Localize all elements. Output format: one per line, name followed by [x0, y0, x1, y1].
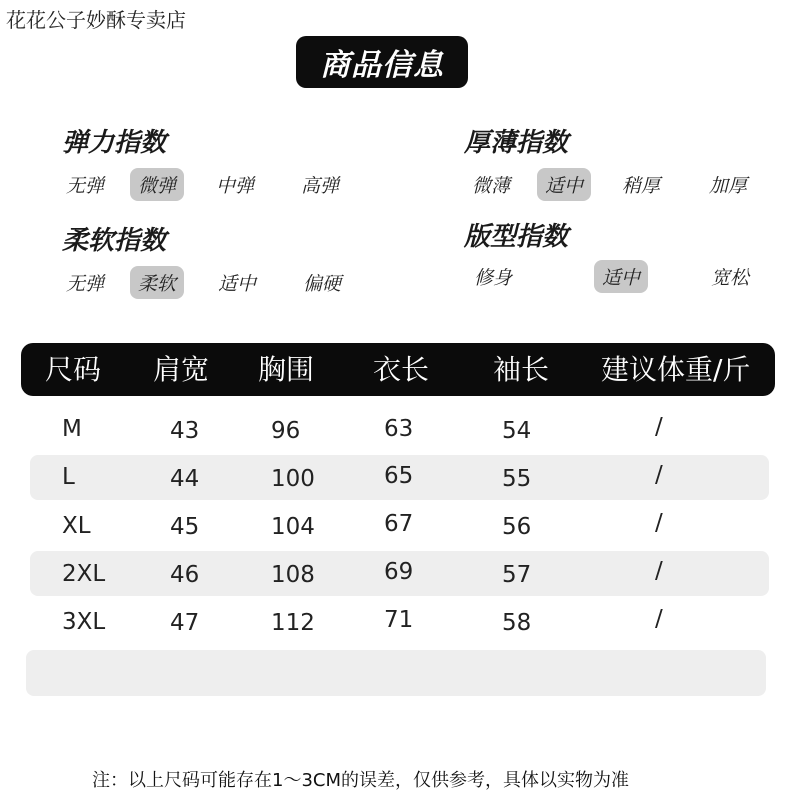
softness-index-title: 柔软指数: [62, 226, 167, 256]
thickness-index-title: 厚薄指数: [464, 128, 569, 158]
cell-chest: 112: [271, 610, 315, 636]
header-chest: 胸围: [258, 353, 315, 386]
header-size: 尺码: [45, 353, 102, 386]
elasticity-option: 中弹: [216, 175, 255, 197]
softness-option-selected: 柔软: [130, 266, 184, 299]
section-title: [296, 36, 468, 88]
cell-length: 69: [384, 559, 414, 585]
fit-option: 修身: [474, 267, 513, 289]
cell-weight: /: [655, 510, 663, 536]
table-row-stripe: [26, 650, 766, 696]
cell-shoulder: 45: [170, 514, 200, 540]
cell-chest: 104: [271, 514, 315, 540]
cell-length: 63: [384, 416, 414, 442]
cell-shoulder: 46: [170, 562, 200, 588]
fit-option-selected: 适中: [594, 260, 648, 293]
header-shoulder: 肩宽: [153, 353, 210, 386]
softness-option: 适中: [218, 273, 257, 295]
cell-weight: /: [655, 414, 663, 440]
elasticity-option: 高弹: [301, 175, 340, 197]
cell-chest: 100: [271, 466, 315, 492]
section-title-text: 商品信息: [320, 48, 444, 83]
fit-index-title: 版型指数: [464, 222, 569, 252]
cell-size: L: [62, 464, 75, 490]
cell-size: M: [62, 416, 82, 442]
cell-chest: 108: [271, 562, 315, 588]
cell-sleeve: 56: [502, 514, 532, 540]
thickness-option-selected: 适中: [537, 168, 591, 201]
cell-sleeve: 55: [502, 466, 532, 492]
cell-sleeve: 57: [502, 562, 532, 588]
cell-weight: /: [655, 606, 663, 632]
header-weight: 建议体重/斤: [601, 353, 751, 386]
elasticity-index-title: 弹力指数: [62, 128, 167, 158]
softness-option: 偏硬: [303, 273, 342, 295]
header-sleeve: 袖长: [493, 353, 550, 386]
store-name: 花花公子妙酥专卖店: [6, 8, 186, 32]
softness-option: 无弹: [66, 273, 105, 295]
thickness-option: 加厚: [709, 175, 748, 197]
fit-index: [464, 216, 784, 296]
cell-size: 3XL: [62, 609, 106, 635]
cell-sleeve: 58: [502, 610, 532, 636]
cell-size: 2XL: [62, 561, 106, 587]
elasticity-index: [62, 122, 382, 202]
cell-weight: /: [655, 558, 663, 584]
cell-length: 67: [384, 511, 414, 537]
cell-length: 71: [384, 607, 414, 633]
elasticity-option-selected: 微弹: [130, 168, 184, 201]
fit-option: 宽松: [711, 267, 750, 289]
cell-shoulder: 43: [170, 418, 200, 444]
softness-index: [62, 220, 382, 300]
cell-sleeve: 54: [502, 418, 532, 444]
elasticity-option: 无弹: [66, 175, 105, 197]
size-note: 注：以上尺码可能存在1～3CM的误差，仅供参考，具体以实物为准: [92, 770, 630, 791]
cell-shoulder: 47: [170, 610, 200, 636]
thickness-index: [464, 122, 784, 202]
cell-weight: /: [655, 462, 663, 488]
thickness-option: 微薄: [472, 175, 511, 197]
thickness-option: 稍厚: [622, 175, 661, 197]
cell-size: XL: [62, 513, 91, 539]
header-length: 衣长: [373, 353, 430, 386]
cell-chest: 96: [271, 418, 301, 444]
cell-shoulder: 44: [170, 466, 200, 492]
cell-length: 65: [384, 463, 414, 489]
size-table-header: [21, 343, 775, 396]
